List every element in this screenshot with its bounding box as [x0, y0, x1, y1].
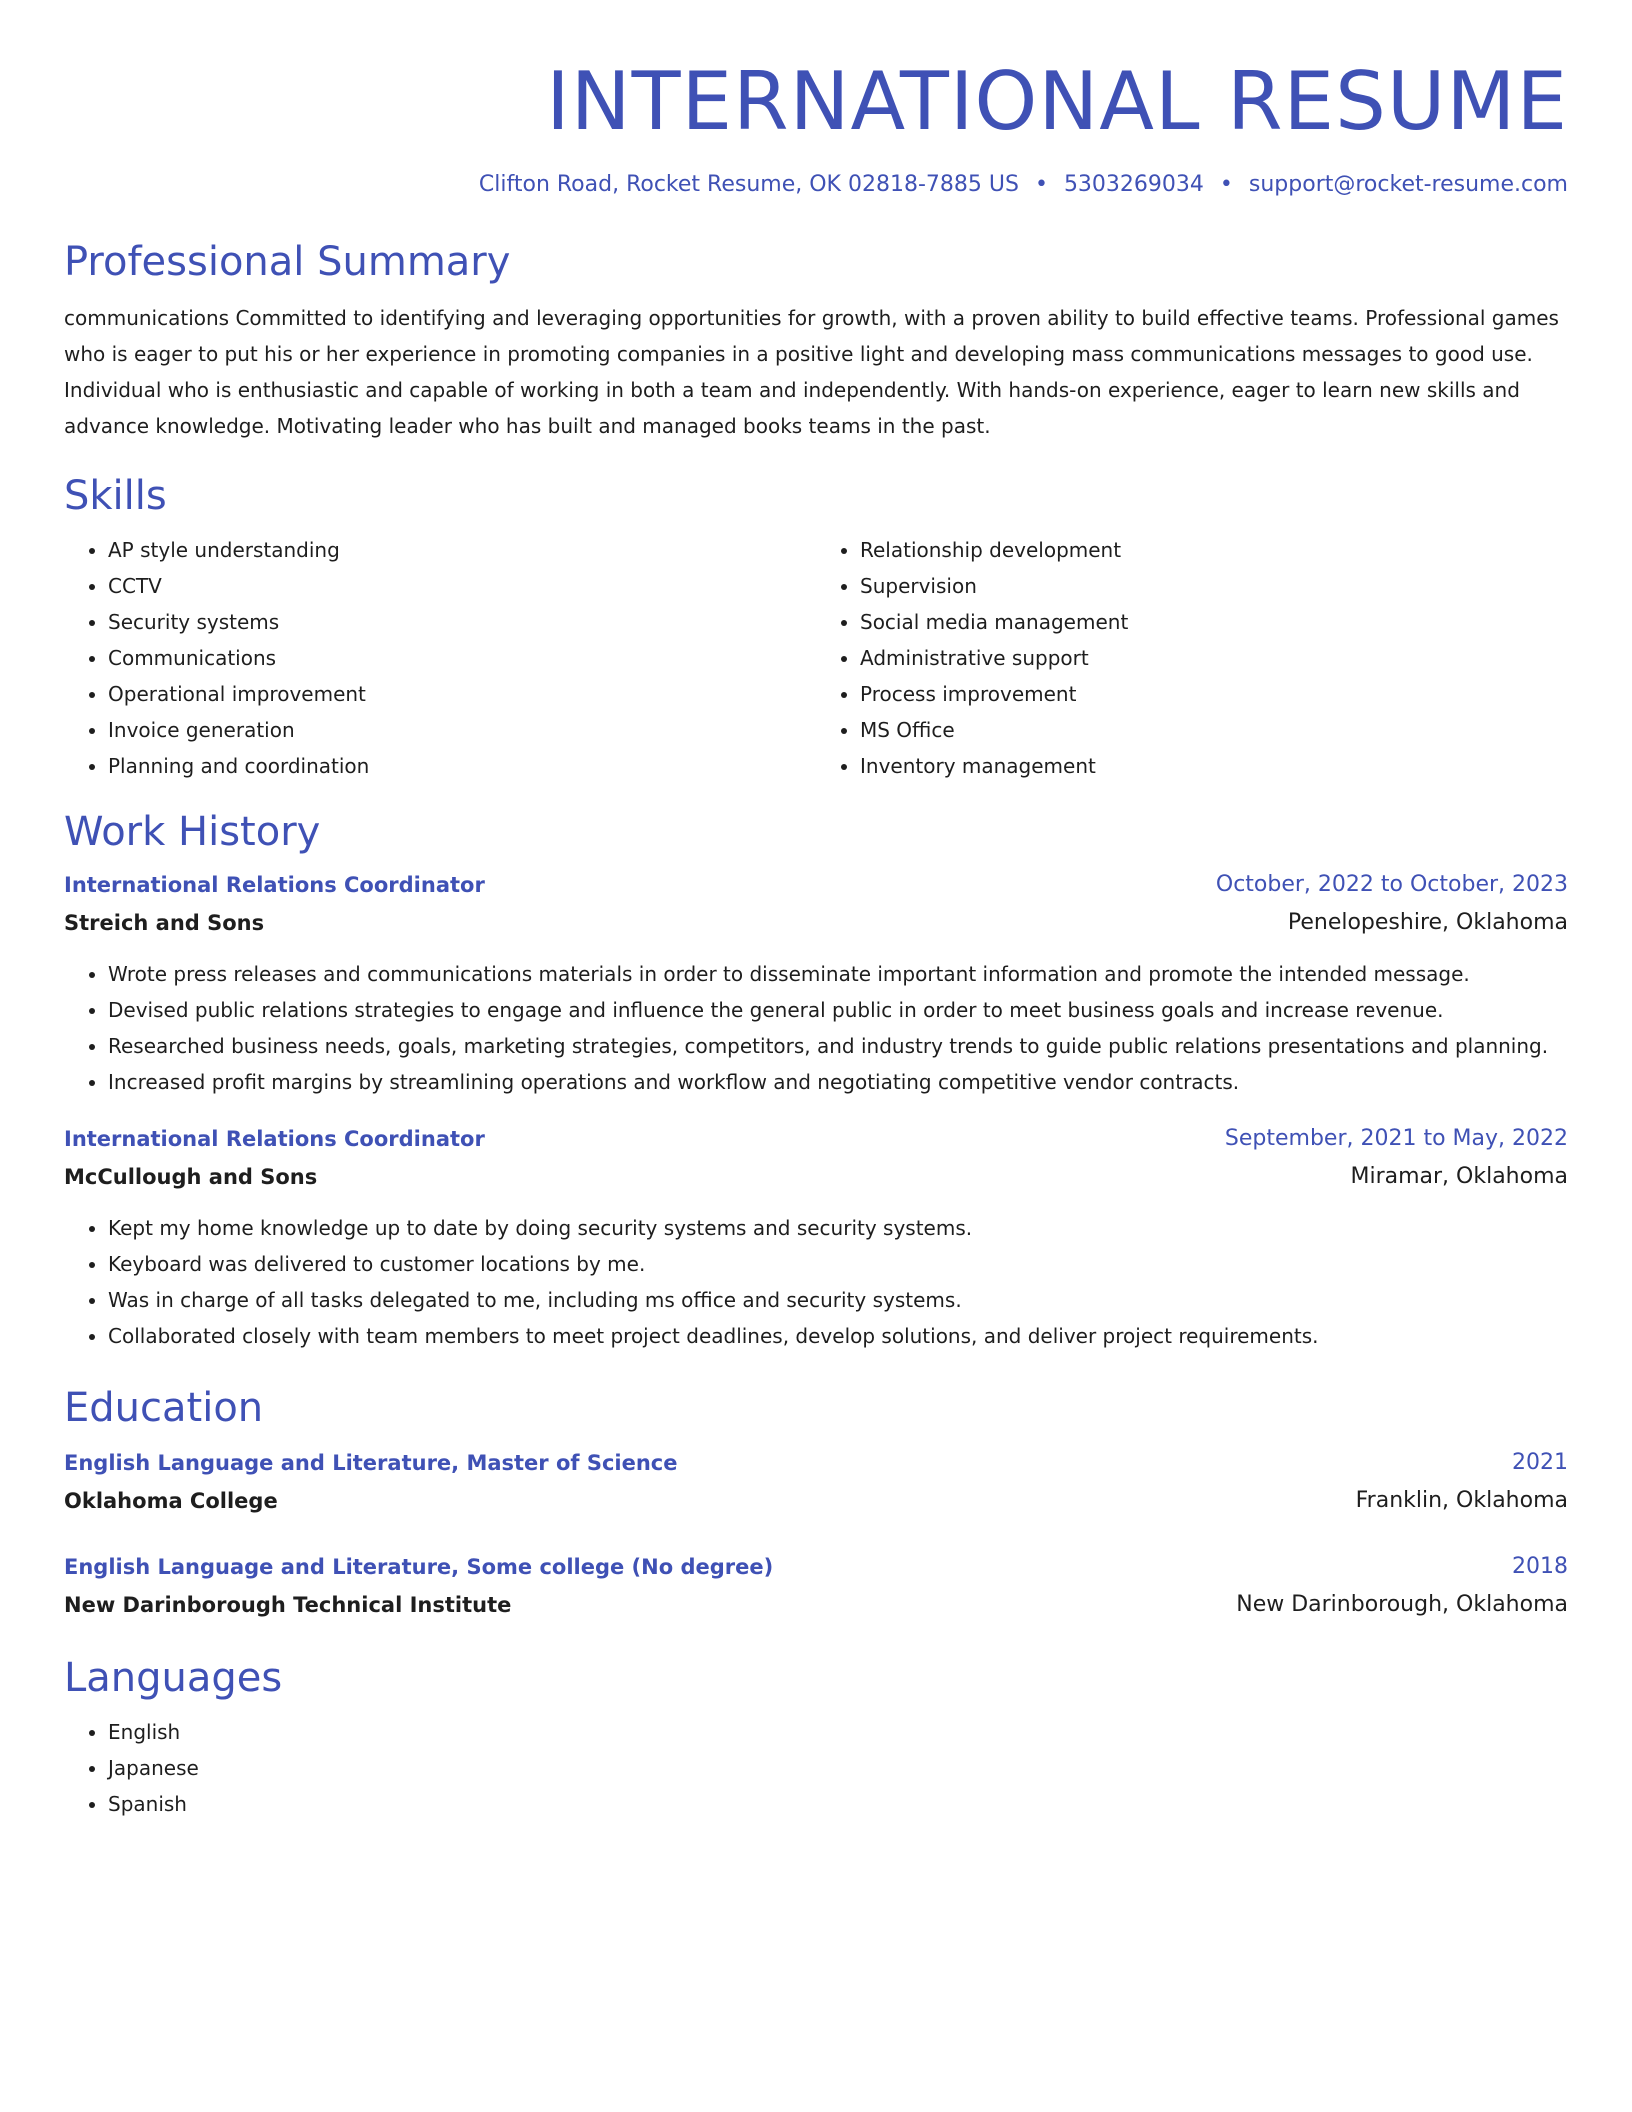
job-subheader [64, 1158, 1568, 1196]
contact-address: Clifton Road, Rocket Resume, OK 02818-7885 US [478, 172, 1019, 197]
education-location: New Darinborough, Oklahoma [1236, 1592, 1568, 1617]
job-bullet: • Wrote press releases and communications materials in order to disseminate important information and promote the intended message. [108, 956, 1568, 992]
skill-item: • AP style understanding [108, 532, 816, 568]
education-header [64, 1548, 1568, 1586]
language-item: • English [108, 1714, 1568, 1750]
resume-name: INTERNATIONAL RESUME [546, 55, 1568, 148]
job-bullet: • Devised public relations strategies to engage and influence the general public in order to meet business goals and increase revenue. [108, 992, 1568, 1028]
language-item: • Japanese [108, 1750, 1568, 1786]
job-location: Penelopeshire, Oklahoma [1287, 910, 1568, 935]
job-bullets [64, 1210, 1568, 1354]
skill-item: • Supervision [860, 568, 1568, 604]
job-employer: Streich and Sons [64, 911, 265, 935]
education-entry [64, 1548, 1568, 1624]
job-bullet: • Collaborated closely with team members to meet project deadlines, develop solutions, and deliver project requirements. [108, 1318, 1568, 1354]
contact-separator: • [1219, 172, 1233, 197]
education-degree: English Language and Literature, Master of Science [64, 1451, 678, 1475]
summary-text: communications Committed to identifying and leveraging opportunities for growth, with a proven ability to build effective teams. Professional games who is eager to put his or her experience in promoting companies in a positive light and developing mass communications messages to good use. Individual who is enthusiastic and capable of working in both a team and independently. With hands-on experience, eager to learn new skills and advance knowledge. Motivating leader who has built and managed books teams in the past. [64, 306, 1559, 438]
job-location: Miramar, Oklahoma [1350, 1164, 1568, 1189]
skill-item: • Administrative support [860, 640, 1568, 676]
skill-item: • Invoice generation [108, 712, 816, 748]
education-header [64, 1444, 1568, 1482]
job-bullet: • Was in charge of all tasks delegated to me, including ms office and security systems. [108, 1282, 1568, 1318]
job-entry [64, 1120, 1568, 1354]
education-subheader [64, 1482, 1568, 1520]
skill-item: • CCTV [108, 568, 816, 604]
education-year: 2021 [1512, 1450, 1568, 1475]
skill-item: • Relationship development [860, 532, 1568, 568]
job-bullet: • Increased profit margins by streamlining operations and workflow and negotiating competitive vendor contracts. [108, 1064, 1568, 1100]
education-entry [64, 1444, 1568, 1520]
work-history-heading: Work History [64, 809, 321, 855]
job-subheader [64, 904, 1568, 942]
job-bullets [64, 956, 1568, 1100]
skill-item: • Inventory management [860, 748, 1568, 784]
contact-email: support@rocket-resume.com [1248, 172, 1568, 197]
education-school: Oklahoma College [64, 1489, 278, 1513]
job-title: International Relations Coordinator [64, 1127, 485, 1151]
education-year: 2018 [1512, 1554, 1568, 1579]
skill-item: • Social media management [860, 604, 1568, 640]
skills-columns [64, 532, 1568, 784]
job-title: International Relations Coordinator [64, 873, 485, 897]
skill-item: • Planning and coordination [108, 748, 816, 784]
resume-page [64, 0, 1568, 1822]
job-bullet: • Keyboard was delivered to customer locations by me. [108, 1246, 1568, 1282]
languages-list [64, 1714, 1568, 1822]
job-header [64, 866, 1568, 904]
contact-phone: 5303269034 [1063, 172, 1204, 197]
skill-item: • MS Office [860, 712, 1568, 748]
language-item: • Spanish [108, 1786, 1568, 1822]
education-degree: English Language and Literature, Some college (No degree) [64, 1555, 774, 1579]
contact-separator: • [1034, 172, 1048, 197]
education-heading: Education [64, 1385, 264, 1431]
job-header [64, 1120, 1568, 1158]
skills-list-right [816, 532, 1568, 784]
job-employer: McCullough and Sons [64, 1165, 318, 1189]
education-location: Franklin, Oklahoma [1355, 1488, 1568, 1513]
skill-item: • Communications [108, 640, 816, 676]
skill-item: • Process improvement [860, 676, 1568, 712]
skill-item: • Operational improvement [108, 676, 816, 712]
education-school: New Darinborough Technical Institute [64, 1593, 512, 1617]
job-bullet: • Kept my home knowledge up to date by doing security systems and security systems. [108, 1210, 1568, 1246]
summary-heading: Professional Summary [64, 239, 511, 285]
job-dates: September, 2021 to May, 2022 [1224, 1126, 1568, 1151]
skills-list-left [64, 532, 816, 784]
skills-heading: Skills [64, 473, 167, 519]
job-dates: October, 2022 to October, 2023 [1215, 872, 1568, 897]
job-entry [64, 866, 1568, 1100]
education-subheader [64, 1586, 1568, 1624]
job-bullet: • Researched business needs, goals, marketing strategies, competitors, and industry trends to guide public relations presentations and planning. [108, 1028, 1568, 1064]
languages-heading: Languages [64, 1655, 283, 1701]
skill-item: • Security systems [108, 604, 816, 640]
contact-line [64, 170, 1568, 200]
